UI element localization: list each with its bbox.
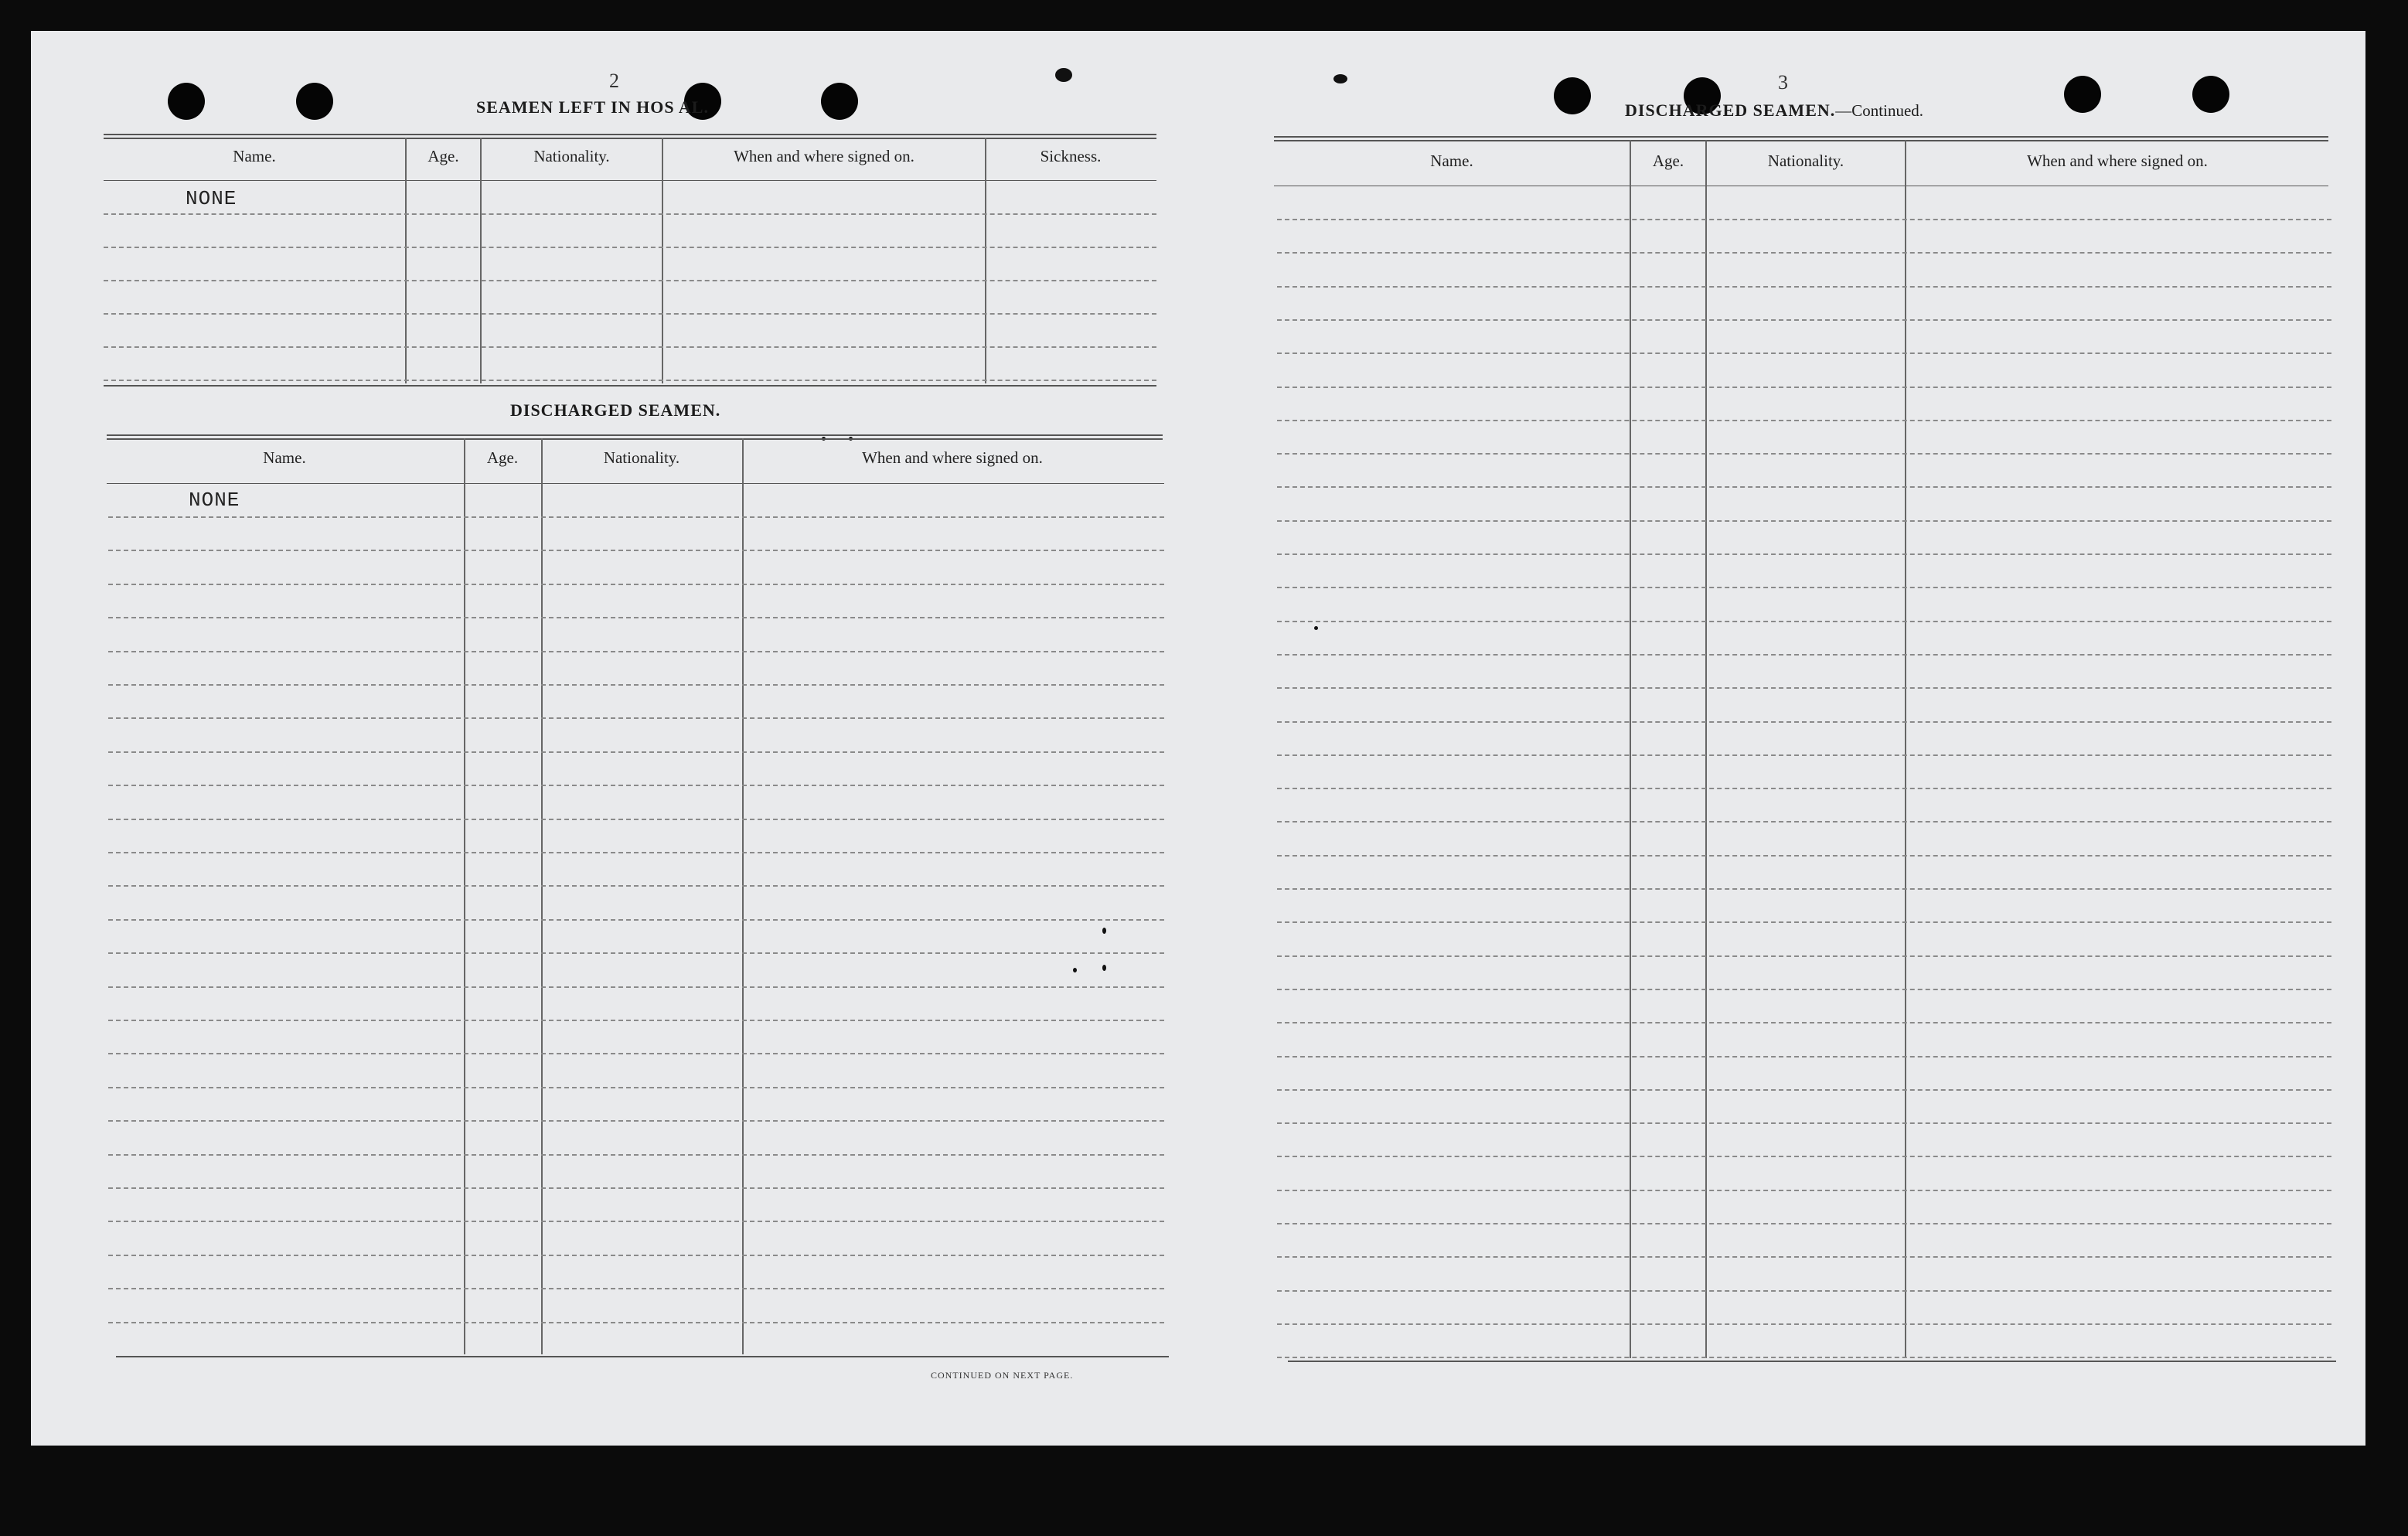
hospital-section-title: SEAMEN LEFT IN HOS AL. bbox=[476, 97, 709, 117]
entry-line bbox=[104, 213, 1156, 215]
entry-line bbox=[108, 516, 1164, 518]
entry-line bbox=[108, 617, 1164, 618]
entry-line bbox=[108, 986, 1164, 988]
ink-mark bbox=[1055, 68, 1072, 82]
column-divider bbox=[1630, 140, 1631, 1358]
entry-line bbox=[1277, 721, 2331, 723]
entry-line bbox=[1277, 387, 2331, 388]
column-header-age: Age. bbox=[486, 448, 519, 467]
page-number-left: 2 bbox=[609, 70, 619, 92]
record-sheet bbox=[31, 31, 2365, 1446]
entry-line bbox=[108, 550, 1164, 551]
entry-line bbox=[1277, 1190, 2331, 1191]
entry-line bbox=[1277, 788, 2331, 789]
punch-hole bbox=[821, 83, 858, 120]
entry-line bbox=[108, 852, 1164, 853]
punch-hole bbox=[2192, 76, 2229, 113]
column-divider bbox=[541, 438, 543, 1354]
table-rule bbox=[107, 434, 1163, 436]
entry-line bbox=[1277, 1357, 2331, 1358]
column-header-signed-on: When and where signed on. bbox=[734, 147, 914, 165]
table-rule bbox=[104, 138, 1156, 139]
table-rule bbox=[104, 180, 1156, 181]
column-header-signed-on: When and where signed on. bbox=[862, 448, 1043, 467]
column-header-age: Age. bbox=[427, 147, 459, 165]
entry-line bbox=[1277, 252, 2331, 254]
entry-line bbox=[1277, 1022, 2331, 1023]
column-header-signed-on: When and where signed on. bbox=[2027, 152, 2208, 170]
entry-line bbox=[108, 785, 1164, 786]
entry-line bbox=[1277, 921, 2331, 923]
entry-line bbox=[108, 1154, 1164, 1156]
entry-line bbox=[1277, 821, 2331, 822]
entry-line bbox=[108, 1020, 1164, 1021]
entry-line bbox=[108, 1255, 1164, 1256]
entry-line bbox=[1277, 286, 2331, 288]
entry-line bbox=[1277, 486, 2331, 488]
column-divider bbox=[1905, 140, 1906, 1358]
entry-line bbox=[108, 1120, 1164, 1122]
entry-line bbox=[1277, 754, 2331, 756]
entry-line bbox=[108, 1053, 1164, 1054]
entry-line bbox=[108, 819, 1164, 820]
entry-line bbox=[108, 584, 1164, 585]
entry-line bbox=[108, 952, 1164, 954]
entry-line bbox=[1277, 587, 2331, 588]
ink-mark bbox=[1333, 74, 1347, 83]
ink-mark bbox=[1073, 968, 1077, 972]
entry-line bbox=[1277, 420, 2331, 421]
entry-line bbox=[1277, 453, 2331, 455]
ink-mark bbox=[1102, 965, 1106, 971]
entry-line bbox=[108, 717, 1164, 719]
table-rule bbox=[116, 1356, 1169, 1357]
column-header-age: Age. bbox=[1652, 152, 1684, 170]
entry-line bbox=[104, 280, 1156, 281]
entry-line bbox=[1277, 352, 2331, 354]
entry-line bbox=[1277, 654, 2331, 656]
table-rule bbox=[107, 483, 1164, 484]
entry-line bbox=[104, 313, 1156, 315]
column-divider bbox=[1705, 140, 1707, 1358]
entry-line bbox=[1277, 1156, 2331, 1157]
column-header-name: Name. bbox=[263, 448, 306, 467]
page-number-right: 3 bbox=[1778, 71, 1788, 94]
entry-line bbox=[1277, 1323, 2331, 1325]
entry-line bbox=[108, 1087, 1164, 1088]
entry-line bbox=[108, 651, 1164, 652]
entry-line bbox=[1277, 955, 2331, 957]
entry-line bbox=[1277, 621, 2331, 622]
entry-line bbox=[104, 247, 1156, 248]
entry-line bbox=[1277, 1290, 2331, 1292]
entry-line bbox=[108, 1288, 1164, 1289]
discharged-continued-suffix: —Continued. bbox=[1835, 101, 1924, 120]
column-header-name: Name. bbox=[233, 147, 276, 165]
column-header-nationality: Nationality. bbox=[603, 448, 680, 467]
discharged-continued-title bbox=[1625, 100, 1923, 121]
discharged-continued-title-main: DISCHARGED SEAMEN. bbox=[1625, 100, 1836, 120]
entry-line bbox=[1277, 1056, 2331, 1057]
entry-line bbox=[1277, 520, 2331, 522]
column-divider bbox=[742, 438, 744, 1354]
punch-hole bbox=[2064, 76, 2101, 113]
column-divider bbox=[464, 438, 465, 1354]
entry-line bbox=[108, 1221, 1164, 1222]
discharged-section-title: DISCHARGED SEAMEN. bbox=[510, 400, 721, 420]
column-header-sickness: Sickness. bbox=[1040, 147, 1102, 165]
entry-line bbox=[1277, 1256, 2331, 1258]
entry-line bbox=[104, 346, 1156, 348]
entry-line bbox=[108, 1322, 1164, 1323]
column-header-name: Name. bbox=[1430, 152, 1473, 170]
entry-line bbox=[1277, 1122, 2331, 1124]
entry-line bbox=[1277, 219, 2331, 220]
entry-line bbox=[108, 684, 1164, 686]
entry-line bbox=[1277, 855, 2331, 857]
entry-line bbox=[108, 919, 1164, 921]
entry-line bbox=[1277, 687, 2331, 689]
table-rule bbox=[104, 385, 1156, 387]
punch-hole bbox=[168, 83, 205, 120]
table-rule bbox=[1274, 140, 2328, 141]
punch-hole bbox=[296, 83, 333, 120]
entry-line bbox=[104, 380, 1156, 381]
entry-line bbox=[1277, 888, 2331, 890]
ink-mark bbox=[1314, 626, 1318, 630]
entry-line bbox=[1277, 319, 2331, 321]
continued-footnote: CONTINUED ON NEXT PAGE. bbox=[931, 1370, 1074, 1381]
table-rule bbox=[1288, 1361, 2336, 1362]
discharged-entry-none: NONE bbox=[189, 489, 240, 512]
entry-line bbox=[1277, 989, 2331, 990]
table-rule bbox=[104, 134, 1156, 135]
punch-hole bbox=[1554, 77, 1591, 114]
entry-line bbox=[108, 1187, 1164, 1189]
column-header-nationality: Nationality. bbox=[533, 147, 610, 165]
entry-line bbox=[1277, 1223, 2331, 1224]
hospital-entry-none: NONE bbox=[186, 187, 237, 210]
entry-line bbox=[1277, 1089, 2331, 1091]
table-rule bbox=[1274, 136, 2328, 138]
table-rule bbox=[107, 438, 1163, 440]
column-header-nationality: Nationality. bbox=[1767, 152, 1844, 170]
entry-line bbox=[1277, 553, 2331, 555]
ink-mark bbox=[1102, 928, 1106, 934]
entry-line bbox=[108, 885, 1164, 887]
entry-line bbox=[108, 751, 1164, 753]
